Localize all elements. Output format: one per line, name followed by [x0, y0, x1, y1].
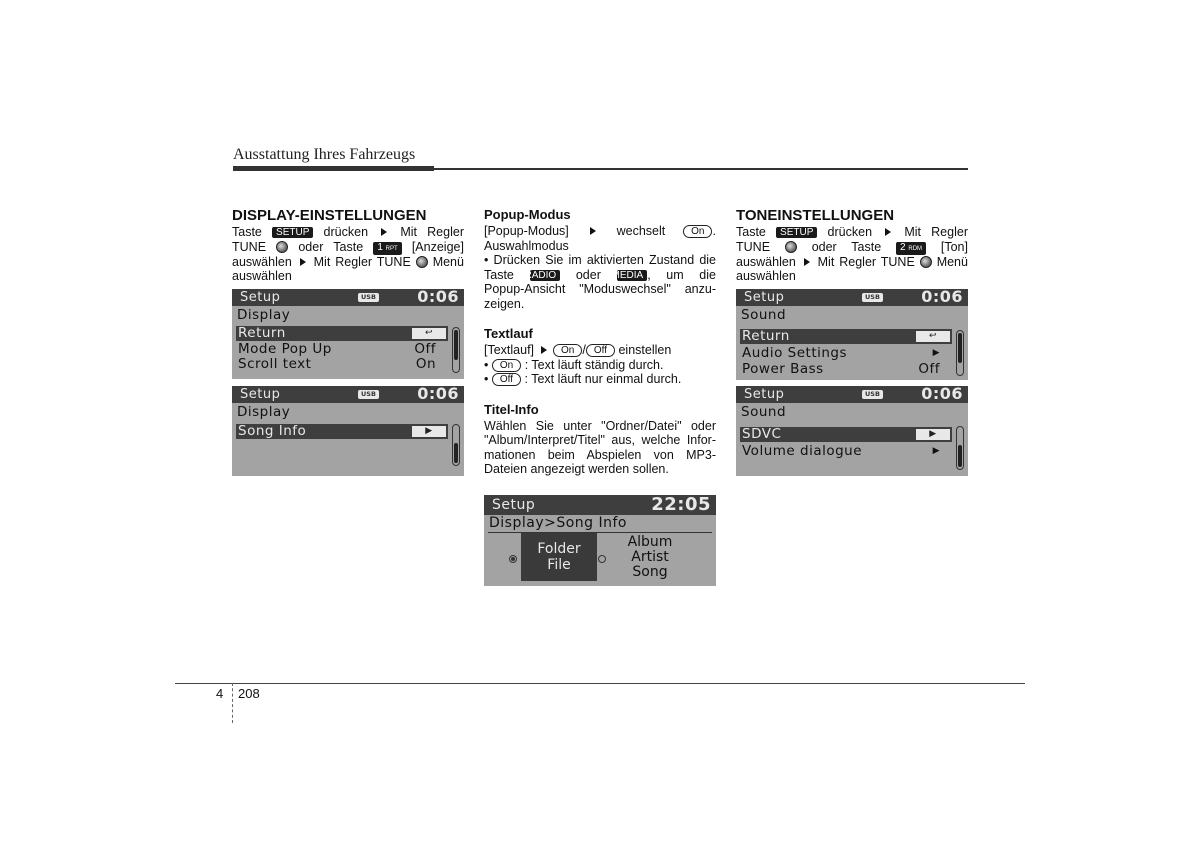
radio-unselected-icon[interactable]: [598, 555, 606, 563]
lcd-title: Setup: [492, 497, 536, 513]
text: .: [712, 224, 716, 238]
lcd-clock: 0:06: [417, 386, 459, 403]
scrollbar-thumb[interactable]: [454, 330, 458, 360]
bullet-line: zeigen.: [484, 296, 525, 311]
scrollbar-thumb[interactable]: [958, 445, 962, 467]
footer-rule: [175, 683, 1025, 684]
lcd-subtitle: Sound: [741, 307, 787, 323]
textlauf-heading: Textlauf: [484, 326, 533, 341]
menu-item-return[interactable]: [236, 326, 448, 341]
display-settings-heading: DISPLAY-EINSTELLUNGEN: [232, 207, 427, 224]
popup-heading: Popup-Modus: [484, 207, 571, 222]
arrow-right-icon: ▶: [916, 429, 950, 440]
popup-column: [484, 207, 716, 477]
text: TUNE: [736, 239, 771, 254]
rpt-key: [373, 242, 401, 255]
key-number: 2: [900, 241, 906, 253]
text: einstellen: [618, 343, 672, 357]
menu-item-value: Off: [414, 341, 436, 357]
lcd-clock: 0:06: [417, 289, 459, 306]
lcd-screen-sound: [736, 289, 968, 380]
text: /: [582, 343, 586, 357]
lcd-screen-song-info: [484, 495, 716, 586]
menu-item-label: Power Bass: [742, 361, 824, 377]
arrow-right-icon: [590, 227, 596, 235]
text: Menü: [936, 254, 968, 269]
scrollbar[interactable]: [452, 424, 460, 466]
arrow-right-icon: [541, 346, 547, 354]
arrow-right-icon: [804, 258, 810, 266]
arrow-right-icon: ▶: [412, 426, 446, 437]
textlauf-bullet-on: • On : Text läuft ständig durch.: [484, 357, 664, 372]
text: TUNE: [232, 239, 267, 254]
option-label: File: [547, 557, 571, 573]
key-number: 1: [377, 241, 383, 253]
lcd-clock: 22:05: [651, 495, 711, 515]
usb-badge: USB: [358, 390, 379, 399]
off-button-icon: Off: [492, 373, 521, 386]
text: wechselt: [616, 224, 666, 238]
text: Mit Regler TUNE: [817, 254, 915, 269]
text: oder: [575, 267, 601, 282]
key-label: RPT: [385, 245, 398, 252]
text: oder Taste: [298, 239, 364, 254]
text: Mit Regler: [904, 225, 968, 239]
radio-selected-icon[interactable]: [509, 555, 517, 563]
off-button-icon: Off: [586, 344, 615, 357]
tune-knob-icon: [920, 256, 932, 268]
titelinfo-line: mationen beim Abspielen von MP3-: [484, 447, 716, 462]
menu-item-label: Return: [238, 325, 286, 341]
display-settings-column: [232, 207, 464, 284]
instruction-line-4: auswählen: [736, 269, 796, 283]
text: : Text läuft nur einmal durch.: [524, 372, 682, 386]
menu-item-label: Volume dialogue: [742, 443, 863, 459]
instruction-line-1: [736, 225, 968, 240]
text: Taste: [484, 267, 514, 282]
scrollbar[interactable]: [452, 327, 460, 373]
menu-item-power-bass[interactable]: [740, 362, 952, 377]
lcd-clock: 0:06: [921, 386, 963, 403]
instruction-line-4: auswählen: [232, 269, 292, 283]
menu-item-song-info[interactable]: [236, 424, 448, 439]
return-icon: ↩: [412, 328, 446, 339]
usb-badge: USB: [862, 390, 883, 399]
menu-item-audio-settings[interactable]: [740, 346, 952, 361]
option-folder-file[interactable]: [521, 533, 597, 581]
arrow-right-icon: ▶: [932, 446, 940, 456]
arrow-right-icon: [381, 228, 387, 236]
on-button-icon: On: [683, 225, 712, 238]
scrollbar[interactable]: [956, 330, 964, 376]
lcd-screen-display: [232, 289, 464, 379]
lcd-screen-display-song-info: [232, 386, 464, 476]
usb-badge: USB: [358, 293, 379, 302]
media-key: MEDIA: [617, 270, 648, 281]
text: [Popup-Modus]: [484, 224, 569, 238]
menu-item-value: On: [415, 356, 436, 372]
bullet-line: [484, 267, 716, 283]
textlauf-line-1: [484, 343, 716, 358]
sound-settings-heading: TONEINSTELLUNGEN: [736, 207, 895, 224]
lcd-subtitle: Sound: [741, 404, 787, 420]
header-rule: [233, 168, 968, 170]
text: [Ton]: [940, 239, 968, 254]
menu-item-volume-dialogue[interactable]: [740, 444, 952, 459]
lcd-status-bar: [484, 495, 716, 515]
arrow-right-icon: ▶: [932, 348, 940, 358]
menu-item-label: Return: [742, 328, 790, 344]
option-album-artist-song[interactable]: [620, 535, 680, 580]
text: Drücken Sie im aktivierten Zustand die: [493, 253, 716, 267]
text: : Text läuft ständig durch.: [524, 357, 664, 372]
scrollbar-thumb[interactable]: [454, 443, 458, 463]
lcd-subtitle: Display>Song Info: [489, 515, 627, 531]
lcd-status-bar: [736, 289, 968, 306]
text: drücken: [827, 225, 873, 239]
text: oder Taste: [811, 239, 882, 254]
lcd-subtitle: Display: [237, 307, 291, 323]
option-label: Artist: [631, 549, 669, 565]
chapter-number: 4: [216, 686, 224, 701]
text: drücken: [323, 225, 369, 239]
text: Taste: [736, 225, 766, 239]
bullet-line: • Drücken Sie im aktivierten Zustand die: [484, 253, 716, 267]
popup-bullet: [484, 253, 716, 311]
setup-key: SETUP: [776, 227, 817, 238]
page-number: 208: [238, 686, 260, 701]
lcd-status-bar: [736, 386, 968, 403]
lcd-status-bar: [232, 289, 464, 306]
text: [Textlauf]: [484, 343, 535, 357]
bullet-line: Popup-Ansicht "Moduswechsel" anzu-: [484, 282, 716, 296]
instruction-line-2: [736, 240, 968, 255]
menu-item-scroll-text[interactable]: [236, 357, 448, 372]
instruction-line-3: [232, 255, 464, 270]
return-icon: ↩: [916, 331, 950, 342]
titelinfo-heading: Titel-Info: [484, 401, 539, 417]
on-button-icon: On: [492, 359, 521, 372]
text: , um die: [647, 267, 716, 282]
lcd-subtitle: Display: [237, 404, 291, 420]
usb-badge: USB: [862, 293, 883, 302]
text: auswählen: [232, 254, 292, 269]
menu-item-return[interactable]: [740, 329, 952, 344]
setup-key: SETUP: [272, 227, 313, 238]
lcd-title: Setup: [744, 387, 785, 402]
tune-knob-icon: [785, 241, 797, 253]
menu-item-sdvc[interactable]: [740, 427, 952, 442]
lcd-screen-sound-sdvc: [736, 386, 968, 476]
menu-item-label: Song Info: [238, 423, 307, 439]
lcd-title: Setup: [240, 290, 281, 305]
option-label: Album: [627, 534, 673, 550]
popup-line-2: Auswahlmodus: [484, 238, 569, 253]
arrow-right-icon: [885, 228, 891, 236]
text: Mit Regler TUNE: [313, 254, 411, 269]
rdm-key: [896, 242, 926, 255]
titelinfo-line: Dateien angezeigt werden sollen.: [484, 462, 669, 476]
menu-item-label: Scroll text: [238, 356, 312, 372]
instruction-line-2: [232, 240, 464, 255]
scrollbar[interactable]: [956, 426, 964, 470]
menu-item-label: Mode Pop Up: [238, 341, 332, 357]
instruction-line-3: [736, 255, 968, 270]
tune-knob-icon: [276, 241, 288, 253]
on-button-icon: On: [553, 344, 582, 357]
menu-item-label: Audio Settings: [742, 345, 848, 361]
text: Mit Regler: [400, 225, 464, 239]
footer-divider: [232, 683, 233, 723]
textlauf-bullet-off: • Off : Text läuft nur einmal durch.: [484, 372, 682, 386]
instruction-line-1: [232, 225, 464, 240]
titelinfo-line: Wählen Sie unter "Ordner/Datei" oder: [484, 418, 716, 433]
option-label: Song: [632, 564, 668, 580]
text: auswählen: [736, 254, 796, 269]
key-label: RDM: [908, 245, 923, 252]
tune-knob-icon: [416, 256, 428, 268]
menu-item-mode-pop-up[interactable]: [236, 342, 448, 357]
radio-key: RADIO: [530, 270, 561, 281]
lcd-title: Setup: [240, 387, 281, 402]
lcd-title: Setup: [744, 290, 785, 305]
popup-line-1: [484, 224, 716, 239]
sound-settings-column: [736, 207, 968, 284]
scrollbar-thumb[interactable]: [958, 333, 962, 363]
text: [Anzeige]: [411, 239, 464, 254]
menu-item-value: Off: [918, 361, 940, 377]
titelinfo-line: "Album/Interpret/Titel" aus, welche Infor-: [484, 433, 716, 447]
lcd-status-bar: [232, 386, 464, 403]
text: Menü: [432, 254, 464, 269]
text: Taste: [232, 225, 262, 239]
lcd-clock: 0:06: [921, 289, 963, 306]
option-label: Folder: [537, 541, 581, 557]
menu-item-label: SDVC: [742, 426, 782, 442]
arrow-right-icon: [300, 258, 306, 266]
running-header: Ausstattung Ihres Fahrzeugs: [233, 146, 416, 163]
